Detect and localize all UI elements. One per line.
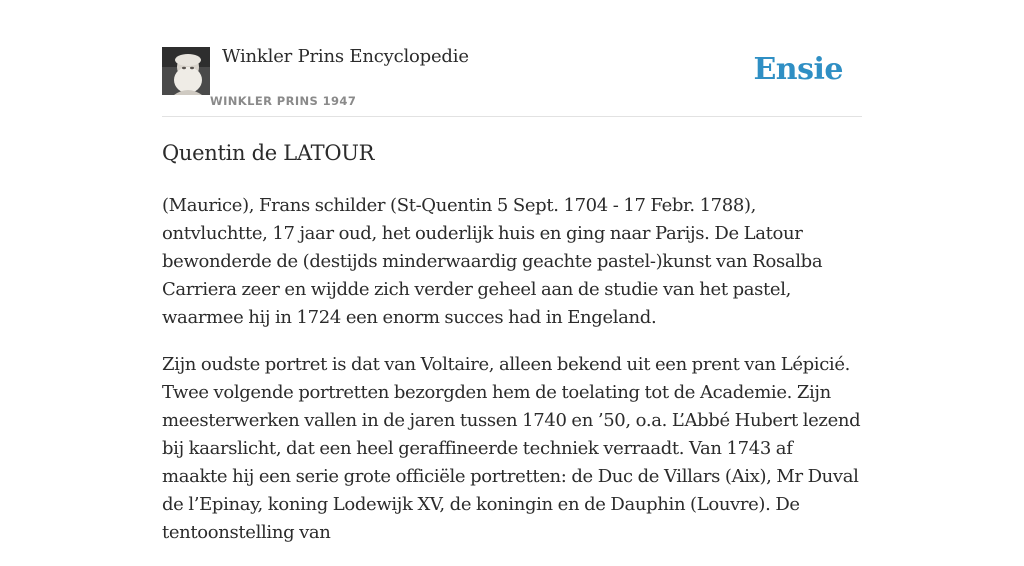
article-body bbox=[162, 192, 862, 566]
source-header bbox=[162, 0, 862, 117]
article-paragraph: (Maurice), Frans schilder (St-Quentin 5 Sept. 1704 - 17 Febr. 1788), ontvluchtte, 17 jaar oud, het ouderlijk huis en ging naar Parijs. De Latour bewonderde de (destijds minderwaardig geachte pastel-)kunst van Rosalba Carriera zeer en wijdde zich verder geheel aan de studie van het pastel, waarmee hij in 1724 een enorm succes had in Engeland. bbox=[162, 195, 823, 328]
source-title[interactable]: Winkler Prins Encyclopedie bbox=[222, 46, 469, 67]
article-title: Quentin de LATOUR bbox=[162, 141, 375, 165]
source-subtitle[interactable]: WINKLER PRINS 1947 bbox=[210, 94, 357, 108]
article-paragraph: Zijn oudste portret is dat van Voltaire, alleen bekend uit een prent van Lépicié. Twee volgende portretten bezorgden hem de toelating tot de Academie. Zijn meesterwerken vallen in de jaren tussen 1740 en ’50, o.a. L’Abbé Hubert lezend bij kaarslicht, dat een heel geraffineerde techniek verraadt. Van 1743 af maakte hij een serie grote officiële portretten: de Duc de Villars (Aix), Mr Duval de l’Epinay, koning Lodewijk XV, de koningin en de Dauphin (Louvre). De tentoonstelling van bbox=[162, 354, 861, 543]
ensie-logo[interactable]: Ensie bbox=[753, 52, 843, 87]
portrait-avatar-icon[interactable] bbox=[162, 47, 210, 95]
page-content bbox=[162, 0, 862, 543]
